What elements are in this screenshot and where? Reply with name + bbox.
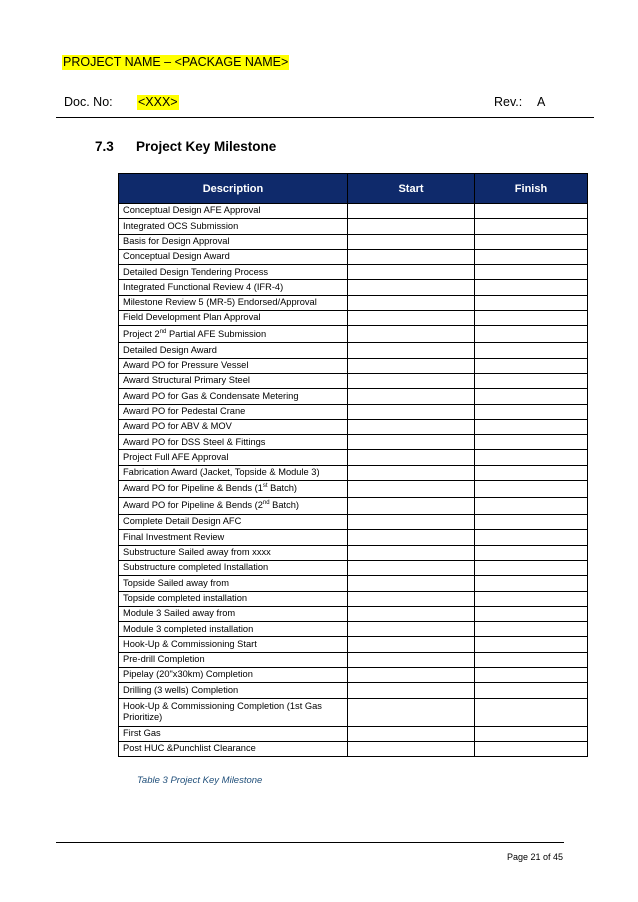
milestone-description-cell [119,481,348,498]
project-name: PROJECT NAME – <PACKAGE NAME> [63,55,289,69]
milestone-description-cell: Award PO for Pressure Vessel [119,358,348,373]
finish-date-cell [475,683,588,698]
description-text: Project 2 [123,328,160,339]
finish-date-cell [475,450,588,465]
start-date-cell [348,326,475,343]
table-row [119,265,588,280]
finish-date-cell [475,741,588,756]
table-row [119,560,588,575]
description-text: Partial AFE Submission [166,328,267,339]
start-date-cell [348,576,475,591]
start-date-cell [348,515,475,530]
table-row [119,741,588,756]
start-date-cell [348,668,475,683]
table-row [119,726,588,741]
finish-date-cell [475,591,588,606]
ordinal-suffix: nd [262,500,270,507]
milestone-description-cell: Detailed Design Tendering Process [119,265,348,280]
milestone-description-cell: Milestone Review 5 (MR-5) Endorsed/Approval [119,295,348,310]
start-date-cell [348,358,475,373]
finish-date-cell [475,295,588,310]
finish-date-cell [475,358,588,373]
table-row [119,435,588,450]
start-date-cell [348,545,475,560]
start-date-cell [348,637,475,652]
table-row [119,545,588,560]
finish-date-cell [475,311,588,326]
table-row [119,419,588,434]
column-header-start: Start [348,174,475,204]
finish-date-cell [475,652,588,667]
start-date-cell [348,204,475,219]
start-date-cell [348,560,475,575]
table-row [119,295,588,310]
finish-date-cell [475,481,588,498]
finish-date-cell [475,698,588,726]
milestone-description-cell: Project Full AFE Approval [119,450,348,465]
table-row [119,389,588,404]
doc-no-value: <XXX> [138,95,178,109]
table-row [119,683,588,698]
milestone-description-cell: Hook-Up & Commissioning Start [119,637,348,652]
finish-date-cell [475,204,588,219]
column-header-description: Description [119,174,348,204]
table-row [119,249,588,264]
finish-date-cell [475,465,588,480]
finish-date-cell [475,419,588,434]
ordinal-suffix: st [262,483,268,490]
table-row [119,326,588,343]
start-date-cell [348,698,475,726]
finish-date-cell [475,668,588,683]
table-row [119,404,588,419]
milestone-description-cell: Topside Sailed away from [119,576,348,591]
milestone-description-cell: Pipelay (20"x30km) Completion [119,668,348,683]
milestone-description-cell: Detailed Design Award [119,343,348,358]
table-row [119,204,588,219]
start-date-cell [348,280,475,295]
milestone-description-cell: Field Development Plan Approval [119,311,348,326]
table-row [119,311,588,326]
table-row [119,515,588,530]
table-row [119,481,588,498]
finish-date-cell [475,606,588,621]
finish-date-cell [475,326,588,343]
rev-label: Rev.: [494,95,523,109]
start-date-cell [348,249,475,264]
start-date-cell [348,606,475,621]
milestone-description-cell: Substructure completed Installation [119,560,348,575]
milestone-description-cell: Module 3 Sailed away from [119,606,348,621]
finish-date-cell [475,435,588,450]
start-date-cell [348,419,475,434]
start-date-cell [348,343,475,358]
milestone-description-cell: Complete Detail Design AFC [119,515,348,530]
milestone-description-cell: Award PO for Gas & Condensate Metering [119,389,348,404]
finish-date-cell [475,265,588,280]
finish-date-cell [475,515,588,530]
table-row [119,234,588,249]
finish-date-cell [475,280,588,295]
footer-divider [56,842,564,843]
table-row [119,450,588,465]
finish-date-cell [475,622,588,637]
description-text: Award PO for Pipeline & Bends (2 [123,500,263,511]
table-row [119,622,588,637]
start-date-cell [348,652,475,667]
finish-date-cell [475,343,588,358]
column-header-finish: Finish [475,174,588,204]
start-date-cell [348,622,475,637]
milestone-description-cell [119,498,348,515]
table-row [119,606,588,621]
milestone-description-cell: Topside completed installation [119,591,348,606]
milestone-description-cell: Award PO for Pedestal Crane [119,404,348,419]
start-date-cell [348,219,475,234]
description-text: Batch) [269,500,300,511]
ordinal-suffix: nd [159,328,167,335]
milestone-description-cell: Award PO for ABV & MOV [119,419,348,434]
finish-date-cell [475,249,588,264]
description-text: Award PO for Pipeline & Bends (1 [123,483,263,494]
start-date-cell [348,498,475,515]
finish-date-cell [475,219,588,234]
start-date-cell [348,481,475,498]
finish-date-cell [475,545,588,560]
start-date-cell [348,295,475,310]
section-title: Project Key Milestone [136,139,277,154]
start-date-cell [348,234,475,249]
finish-date-cell [475,498,588,515]
start-date-cell [348,465,475,480]
milestone-description-cell: Final Investment Review [119,530,348,545]
milestone-description-cell: Conceptual Design Award [119,249,348,264]
milestone-description-cell: Drilling (3 wells) Completion [119,683,348,698]
table-caption: Table 3 Project Key Milestone [137,775,263,786]
start-date-cell [348,265,475,280]
start-date-cell [348,389,475,404]
milestone-description-cell: Basis for Design Approval [119,234,348,249]
milestone-description-cell: Module 3 completed installation [119,622,348,637]
table-row [119,280,588,295]
milestone-description-cell: Award PO for DSS Steel & Fittings [119,435,348,450]
description-text: Batch) [267,483,297,494]
start-date-cell [348,373,475,388]
finish-date-cell [475,560,588,575]
table-header-row [119,174,588,204]
table-row [119,637,588,652]
milestone-description-cell: Substructure Sailed away from xxxx [119,545,348,560]
finish-date-cell [475,234,588,249]
table-row [119,373,588,388]
table-row [119,358,588,373]
start-date-cell [348,741,475,756]
table-row [119,530,588,545]
table-row [119,591,588,606]
table-row [119,668,588,683]
start-date-cell [348,404,475,419]
start-date-cell [348,311,475,326]
table-row [119,465,588,480]
finish-date-cell [475,389,588,404]
milestone-table [118,173,588,757]
finish-date-cell [475,530,588,545]
finish-date-cell [475,637,588,652]
section-number: 7.3 [95,139,114,154]
milestone-description-cell: Award Structural Primary Steel [119,373,348,388]
start-date-cell [348,591,475,606]
table-row [119,219,588,234]
milestone-description-cell: Hook-Up & Commissioning Completion (1st Gas Prioritize) [119,698,348,726]
milestone-description-cell: Conceptual Design AFE Approval [119,204,348,219]
milestone-description-cell [119,326,348,343]
finish-date-cell [475,373,588,388]
table-row [119,698,588,726]
table-row [119,498,588,515]
page-number: Page 21 of 45 [507,852,564,862]
table-row [119,576,588,591]
finish-date-cell [475,576,588,591]
milestone-description-cell: First Gas [119,726,348,741]
milestone-description-cell: Integrated Functional Review 4 (IFR-4) [119,280,348,295]
start-date-cell [348,683,475,698]
doc-no-label: Doc. No: [64,95,113,109]
milestone-description-cell: Post HUC &Punchlist Clearance [119,741,348,756]
start-date-cell [348,530,475,545]
milestone-description-cell: Pre-drill Completion [119,652,348,667]
table-row [119,343,588,358]
milestone-description-cell: Integrated OCS Submission [119,219,348,234]
table-body [119,204,588,757]
milestone-description-cell: Fabrication Award (Jacket, Topside & Module 3) [119,465,348,480]
start-date-cell [348,726,475,741]
finish-date-cell [475,404,588,419]
rev-value: A [537,95,546,109]
table-row [119,652,588,667]
start-date-cell [348,450,475,465]
header-divider [56,117,594,118]
finish-date-cell [475,726,588,741]
start-date-cell [348,435,475,450]
